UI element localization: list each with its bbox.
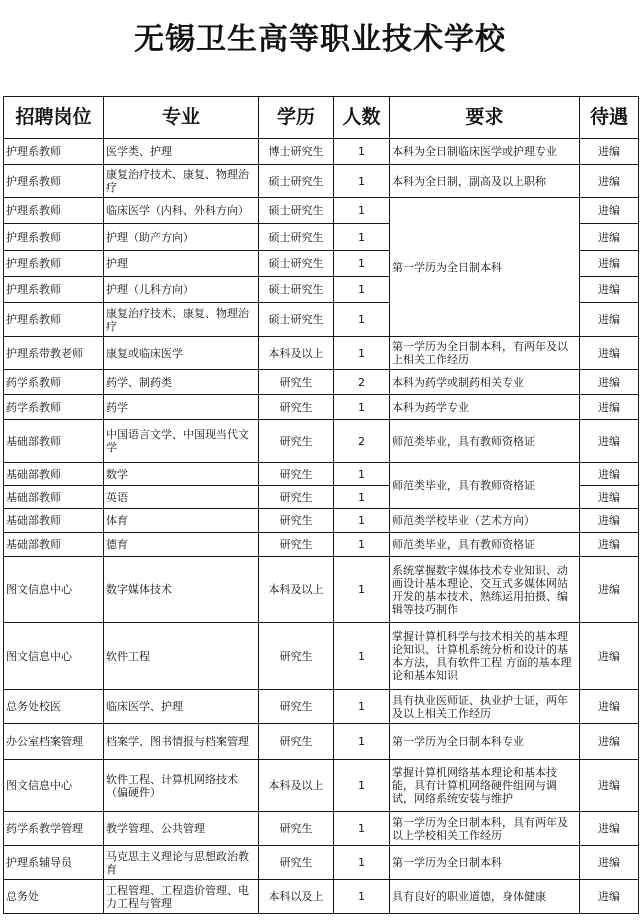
requirement-cell: 师范类毕业，具有教师资格证: [390, 420, 580, 463]
treatment-cell: 进编: [580, 463, 639, 486]
count-cell: 1: [334, 533, 390, 557]
table-row: [4, 395, 639, 420]
major-cell: 软件工程: [104, 623, 259, 690]
page-title: 无锡卫生高等职业技术学校: [134, 22, 506, 57]
requirement-cell: 本科为药学或制药相关专业: [390, 370, 580, 395]
major-cell: 临床医学（内科、外科方向）: [104, 198, 259, 224]
major-cell: 护理（助产方向）: [104, 224, 259, 251]
treatment-cell: 进编: [580, 337, 639, 370]
table-row: [4, 420, 639, 463]
position-cell: 护理系带教老师: [4, 337, 104, 370]
major-cell: 护理: [104, 251, 259, 277]
header-position: 招聘岗位: [4, 97, 104, 139]
major-cell: 中国语言文学、中国现当代文学: [104, 420, 259, 463]
count-cell: 1: [334, 690, 390, 724]
requirement-cell: 第一学历为全日制本科: [390, 846, 580, 880]
education-cell: 研究生: [259, 370, 334, 395]
major-cell: 马克思主义理论与思想政治教育: [104, 846, 259, 880]
count-cell: 1: [334, 880, 390, 914]
treatment-cell: 进编: [580, 880, 639, 914]
position-cell: 护理系辅导员: [4, 846, 104, 880]
education-cell: 研究生: [259, 846, 334, 880]
treatment-cell: 进编: [580, 420, 639, 463]
table-row: [4, 337, 639, 370]
major-cell: 康复治疗技术、康复、物理治疗: [104, 303, 259, 337]
count-cell: 1: [334, 251, 390, 277]
position-cell: 护理系教师: [4, 224, 104, 251]
position-cell: 图文信息中心: [4, 760, 104, 812]
count-cell: 1: [334, 557, 390, 623]
count-cell: 1: [334, 463, 390, 486]
requirement-cell: 师范类毕业，具有教师资格证: [390, 533, 580, 557]
count-cell: 1: [334, 337, 390, 370]
education-cell: 研究生: [259, 509, 334, 533]
education-cell: 硕士研究生: [259, 224, 334, 251]
count-cell: 1: [334, 486, 390, 509]
treatment-cell: 进编: [580, 395, 639, 420]
major-cell: 康复或临床医学: [104, 337, 259, 370]
treatment-cell: 进编: [580, 690, 639, 724]
requirement-cell: 第一学历为全日制本科: [390, 198, 580, 337]
major-cell: 康复治疗技术、康复、物理治疗: [104, 165, 259, 198]
position-cell: 基础部教师: [4, 509, 104, 533]
table-header-row: [4, 97, 639, 139]
treatment-cell: 进编: [580, 623, 639, 690]
count-cell: 1: [334, 724, 390, 760]
treatment-cell: 进编: [580, 251, 639, 277]
position-cell: 图文信息中心: [4, 557, 104, 623]
treatment-cell: 进编: [580, 486, 639, 509]
recruitment-table: [3, 96, 639, 914]
education-cell: 本科以及上: [259, 880, 334, 914]
requirement-cell: 具有执业医师证、执业护士证，两年及以上相关工作经历: [390, 690, 580, 724]
requirement-cell: 掌握计算机科学与技术相关的基本理论知识、计算机系统分析和设计的基本方法，具有软件工程 方面的基本理论和基本知识: [390, 623, 580, 690]
position-cell: 护理系教师: [4, 139, 104, 165]
position-cell: 护理系教师: [4, 277, 104, 303]
count-cell: 1: [334, 623, 390, 690]
major-cell: 临床医学、护理: [104, 690, 259, 724]
table-row: [4, 509, 639, 533]
count-cell: 1: [334, 303, 390, 337]
major-cell: 教学管理、公共管理: [104, 812, 259, 846]
position-cell: 图文信息中心: [4, 623, 104, 690]
treatment-cell: 进编: [580, 139, 639, 165]
education-cell: 研究生: [259, 395, 334, 420]
position-cell: 基础部教师: [4, 486, 104, 509]
table-row: [4, 724, 639, 760]
header-treatment: 待遇: [580, 97, 639, 139]
education-cell: 研究生: [259, 623, 334, 690]
education-cell: 本科及以上: [259, 337, 334, 370]
education-cell: 研究生: [259, 420, 334, 463]
count-cell: 1: [334, 224, 390, 251]
table-row: [4, 533, 639, 557]
education-cell: 研究生: [259, 463, 334, 486]
education-cell: 本科及以上: [259, 760, 334, 812]
count-cell: 2: [334, 420, 390, 463]
position-cell: 基础部教师: [4, 463, 104, 486]
position-cell: 护理系教师: [4, 251, 104, 277]
position-cell: 基础部教师: [4, 420, 104, 463]
education-cell: 硕士研究生: [259, 277, 334, 303]
treatment-cell: 进编: [580, 724, 639, 760]
table-row: [4, 463, 639, 486]
table-row: [4, 623, 639, 690]
count-cell: 1: [334, 277, 390, 303]
header-requirement: 要求: [390, 97, 580, 139]
count-cell: 1: [334, 165, 390, 198]
count-cell: 1: [334, 846, 390, 880]
treatment-cell: 进编: [580, 760, 639, 812]
requirement-cell: 第一学历为全日制本科专业: [390, 724, 580, 760]
table-row: [4, 880, 639, 914]
position-cell: 总务处: [4, 880, 104, 914]
table-row: [4, 846, 639, 880]
count-cell: 1: [334, 198, 390, 224]
position-cell: 药学系教学管理: [4, 812, 104, 846]
major-cell: 英语: [104, 486, 259, 509]
requirement-cell: 第一学历为全日制本科，具有两年及以上学校相关工作经历: [390, 812, 580, 846]
treatment-cell: 进编: [580, 303, 639, 337]
major-cell: 数学: [104, 463, 259, 486]
position-cell: 办公室档案管理: [4, 724, 104, 760]
education-cell: 硕士研究生: [259, 251, 334, 277]
count-cell: 1: [334, 760, 390, 812]
treatment-cell: 进编: [580, 846, 639, 880]
position-cell: 护理系教师: [4, 303, 104, 337]
major-cell: 护理（儿科方向）: [104, 277, 259, 303]
education-cell: 研究生: [259, 724, 334, 760]
header-major: 专业: [104, 97, 259, 139]
position-cell: 总务处校医: [4, 690, 104, 724]
requirement-cell: 本科为药学专业: [390, 395, 580, 420]
education-cell: 本科及以上: [259, 557, 334, 623]
education-cell: 研究生: [259, 486, 334, 509]
table-row: [4, 139, 639, 165]
treatment-cell: 进编: [580, 224, 639, 251]
major-cell: 体育: [104, 509, 259, 533]
table-row: [4, 165, 639, 198]
position-cell: 护理系教师: [4, 198, 104, 224]
count-cell: 1: [334, 395, 390, 420]
requirement-cell: 掌握计算机网络基本理论和基本技能，具有计算机网络硬件组网与调试，网络系统安装与维护: [390, 760, 580, 812]
major-cell: 档案学、图书情报与档案管理: [104, 724, 259, 760]
major-cell: 数字媒体技术: [104, 557, 259, 623]
header-count: 人数: [334, 97, 390, 139]
count-cell: 1: [334, 509, 390, 533]
requirement-cell: 本科为全日制临床医学或护理专业: [390, 139, 580, 165]
table-row: [4, 370, 639, 395]
position-cell: 药学系教师: [4, 370, 104, 395]
table-row: [4, 760, 639, 812]
requirement-cell: 本科为全日制，副高及以上职称: [390, 165, 580, 198]
major-cell: 医学类、护理: [104, 139, 259, 165]
position-cell: 基础部教师: [4, 533, 104, 557]
requirement-cell: 师范类毕业，具有教师资格证: [390, 463, 580, 509]
major-cell: 德育: [104, 533, 259, 557]
treatment-cell: 进编: [580, 165, 639, 198]
treatment-cell: 进编: [580, 370, 639, 395]
table-row: [4, 690, 639, 724]
treatment-cell: 进编: [580, 812, 639, 846]
position-cell: 护理系教师: [4, 165, 104, 198]
education-cell: 硕士研究生: [259, 303, 334, 337]
treatment-cell: 进编: [580, 557, 639, 623]
treatment-cell: 进编: [580, 198, 639, 224]
education-cell: 硕士研究生: [259, 165, 334, 198]
education-cell: 研究生: [259, 533, 334, 557]
education-cell: 博士研究生: [259, 139, 334, 165]
count-cell: 1: [334, 812, 390, 846]
table-row: [4, 198, 639, 224]
count-cell: 1: [334, 139, 390, 165]
major-cell: 工程管理、工程造价管理、电力工程与管理: [104, 880, 259, 914]
education-cell: 硕士研究生: [259, 198, 334, 224]
header-education: 学历: [259, 97, 334, 139]
education-cell: 研究生: [259, 690, 334, 724]
position-cell: 药学系教师: [4, 395, 104, 420]
education-cell: 研究生: [259, 812, 334, 846]
requirement-cell: 系统掌握数字媒体技术专业知识、动画设计基本理论、交互式多媒体网站开发的基本技术、熟练运用拍摄、编辑等技巧制作: [390, 557, 580, 623]
major-cell: 药学、制药类: [104, 370, 259, 395]
treatment-cell: 进编: [580, 509, 639, 533]
major-cell: 软件工程、计算机网络技术（偏硬件）: [104, 760, 259, 812]
treatment-cell: 进编: [580, 533, 639, 557]
requirement-cell: 师范类学校毕业（艺术方向）: [390, 509, 580, 533]
requirement-cell: 第一学历为全日制本科，有两年及以上相关工作经历: [390, 337, 580, 370]
count-cell: 2: [334, 370, 390, 395]
requirement-cell: 具有良好的职业道德，身体健康: [390, 880, 580, 914]
treatment-cell: 进编: [580, 277, 639, 303]
table-row: [4, 557, 639, 623]
major-cell: 药学: [104, 395, 259, 420]
table-row: [4, 812, 639, 846]
